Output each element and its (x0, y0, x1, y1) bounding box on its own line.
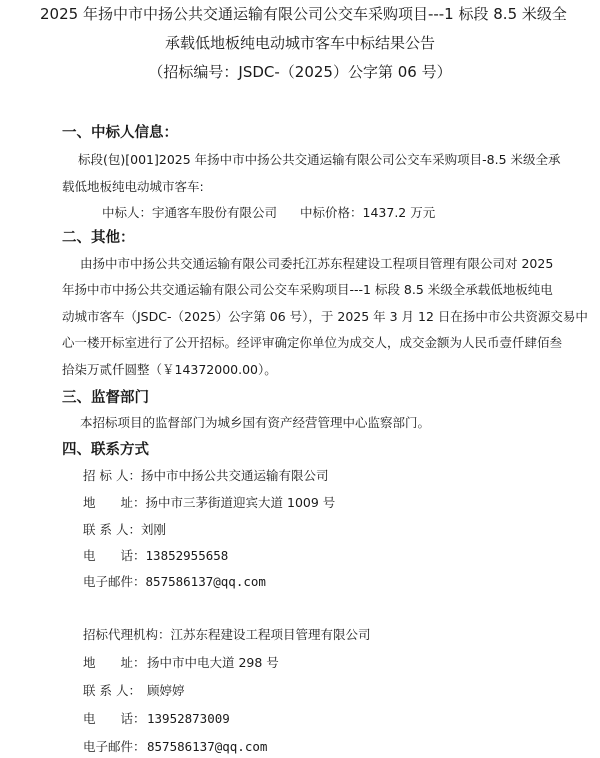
tenderer-address-row (83, 493, 335, 511)
title-line-3: （招标编号：JSDC-（2025）公字第 06 号） (148, 63, 452, 81)
tenderer-email-row (83, 572, 266, 590)
lot-line-2: 载低地板纯电动城市客车: (62, 179, 204, 194)
tenderer-name-value: 扬中市中扬公共交通运输有限公司 (140, 468, 329, 483)
tenderer-name-row (83, 466, 328, 484)
supervision-text: 本招标项目的监督部门为城乡国有资产经营管理中心监察部门。 (80, 415, 431, 430)
agency-name-label: 招标代理机构： (83, 627, 171, 642)
agency-contact-value: 顾婷婷 (147, 683, 185, 698)
tenderer-address-value: 扬中市三茅街道迎宾大道 1009 号 (145, 495, 336, 510)
section1-heading: 一、中标人信息： (62, 125, 178, 141)
tenderer-email-label: 电子邮件： (83, 574, 146, 589)
section3-heading: 三、监督部门 (62, 390, 149, 406)
section4-heading: 四、联系方式 (62, 442, 149, 458)
agency-contact-label: 联 系 人： (83, 683, 141, 698)
other-line-3: 动城市客车（JSDC-（2025）公字第 06 号），于 2025 年 3 月 12 日在扬中市公共资源交易中 (62, 309, 588, 324)
tenderer-address-label: 地 址： (83, 495, 146, 510)
other-line-4: 心一楼开标室进行了公开招标。经评审确定你单位为成交人，成交金额为人民币壹仟肆佰叁 (62, 335, 563, 350)
agency-address-value: 扬中市中电大道 298 号 (147, 655, 279, 670)
section2-heading: 二、其他： (62, 230, 135, 246)
agency-phone-label: 电 话： (83, 711, 146, 726)
winner-row (102, 203, 277, 221)
agency-phone-value: 13952873009 (147, 711, 230, 726)
agency-address-label: 地 址： (83, 655, 146, 670)
agency-email-label: 电子邮件： (83, 739, 146, 754)
title-line-2: 承载低地板纯电动城市客车中标结果公告 (164, 34, 435, 52)
agency-name-row (83, 625, 371, 643)
price-value: 1437.2 万元 (362, 205, 436, 220)
tenderer-phone-value: 13852955658 (145, 548, 229, 563)
tenderer-phone-label: 电 话： (83, 548, 146, 563)
tenderer-contact-value: 刘刚 (140, 522, 166, 537)
tenderer-email-value[interactable]: 857586137@qq.com (145, 574, 266, 589)
agency-contact-row (83, 681, 185, 699)
tenderer-phone-row (83, 546, 228, 564)
price-row (300, 203, 435, 221)
agency-name-value: 江苏东程建设工程项目管理有限公司 (170, 627, 371, 642)
winner-value: 宇通客车股份有限公司 (152, 205, 278, 220)
tenderer-contact-label: 联 系 人： (83, 522, 141, 537)
other-line-2: 年扬中市中扬公共交通运输有限公司公交车采购项目---1 标段 8.5 米级全承载低地板纯电 (62, 282, 553, 297)
tenderer-name-label: 招 标 人： (83, 468, 141, 483)
winner-label: 中标人： (102, 205, 153, 220)
agency-email-value[interactable]: 857586137@qq.com (147, 739, 268, 754)
title-line-1: 2025 年扬中市中扬公共交通运输有限公司公交车采购项目---1 标段 8.5 米级全 (40, 5, 567, 23)
tenderer-contact-row (83, 520, 166, 538)
agency-address-row (83, 653, 279, 671)
other-line-1: 由扬中市中扬公共交通运输有限公司委托江苏东程建设工程项目管理有限公司对 2025 (80, 256, 554, 271)
other-line-5: 拾柒万贰仟圆整（￥14372000.00）。 (62, 362, 277, 377)
lot-line-1: 标段(包)[001]2025 年扬中市中扬公共交通运输有限公司公交车采购项目-8.5 米级全承 (78, 152, 561, 167)
price-label: 中标价格： (300, 205, 363, 220)
agency-email-row (83, 737, 267, 755)
agency-phone-row (83, 709, 230, 727)
